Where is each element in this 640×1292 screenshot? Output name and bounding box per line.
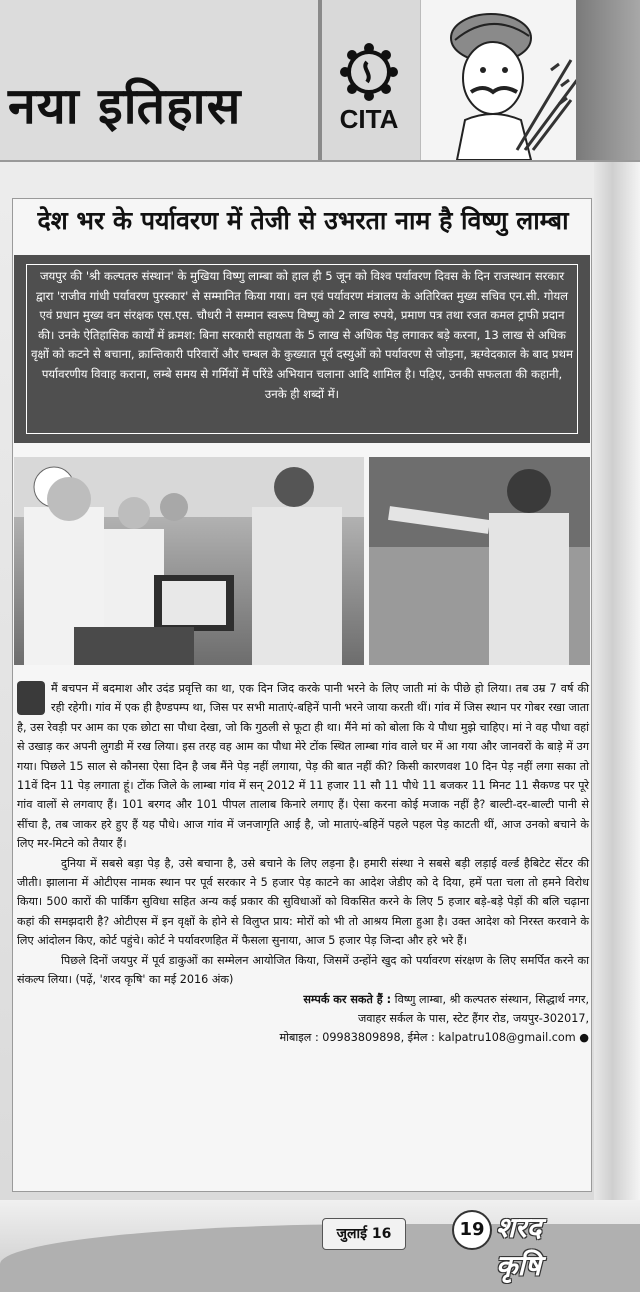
riverside-photo [369,457,590,665]
article-paragraph-1: मैं बचपन में बदमाश और उदंड प्रवृत्ति का था, एक दिन जिद करके पानी भरने के लिए जाती मां के पीछे हो लिया। तब उम्र 7 वर्ष की रही रहेगी। गांव में एक ही हैण्डपम्प था, जिस पर सभी माताएं-बहिनें पानी भरने जाया करती थीं। गांव में जिस स्थान पर गोबर रखा जाता है, उस रेवड़ी पर आम का एक छोटा सा पौधा देखा, जो कि गुठली से फूटा ही था। मैंने मां को बोला कि ये पौधा मुझे चाहिए। मां ने वह पौधा वहां से उखाड़ कर अपनी लुगडी में रख लिया। इस तरह वह आम का पौधा मेरे टोंक स्थित लाम्बा गांव वाले घर में आ गया और जानवरों के बाड़े में उग गया। पिछले 15 साल से कौनसा ऐसा दिन है जब मैंने पेड़ नहीं लगाया, पेड़ की बात नहीं की? किसी कारणवश 10 दिन पेड़ नहीं लगा सका तो 11वें दिन 11 पेड़ लगाता हूं। टोंक जिले के लाम्बा गांव में सन् 2012 में 11 हजार 11 सौ 11 पौधे 11 बजकर 11 मिनट 11 सैकण्ड पर पूरे गांव वालों से लगवाए हैं। 101 बरगद और 101 पीपल तालाब किनारे लगाए हैं। ऐसा करना कोई मजाक नहीं है? बाल्टी-दर-बाल्टी पानी से सींचा है, तब जाकर हरे हुए हैं यह पौधे। आज गांव में जनजागृति आई है, जो माताएं-बहिनें पहले पहल पेड़ काटती थीं, आज उनको बचाने के लिए मर-मिटने को तैयार हैं। [17,682,589,851]
page-number: 19 [452,1210,492,1250]
riverside-photo-illustration [369,457,590,665]
section-title: नया इतिहास [8,77,242,135]
contact-line-1: विष्णु लाम्बा, श्री कल्पतरु संस्थान, सिद्धार्थ नगर, [394,992,589,1006]
logo-text: CITA [339,104,399,134]
contact-label: सम्पर्क कर सकते हैं : [303,992,392,1006]
magazine-name: शरद कृषि [496,1211,542,1282]
contact-line-2: जवाहर सर्कल के पास, स्टेट हैंगर रोड, जयपुर-302017, [357,1011,589,1025]
article-paragraph-2: दुनिया में सबसे बड़ा पेड़ है, उसे बचाना है, उसे बचाने के लिए लड़ना है। हमारी संस्था ने सबसे बड़ी लड़ाई वर्ल्ड हैबिटेट सेंटर की जीती। झालाना में ओटीएस नामक स्थान पर पूर्व सरकार ने 5 हजार पेड़ काटने का आदेश जेडीए को दे दिया, हमें पता चला तो हमने विरोध किया। 500 कारों की पार्किंग सुविधा सहित अन्य कई प्रकार की सुविधाओं को विकसित करने के लिए 5 हजार बड़े-बड़े पेड़ों की बलि चढ़ाना कहां की समझदारी है? ओटीएस में इन वृक्षों के होने से विलुप्त प्राय: मोरों को भी तो आश्रय मिला हुआ है। उक्त आदेश को निरस्त करवाने के लिए आंदोलन किए, कोर्ट पहुंचे। कोर्ट ने पर्यावरणहित में फैसला सुनाया, आज 5 हजार पेड़ जिन्दा और हरे भरे हैं। [17,856,589,948]
article-paragraph-3: पिछले दिनों जयपुर में पूर्व डाकुओं का सम्मेलन आयोजित किया, जिसमें उन्होंने खुद को पर्यावरण संरक्षण के लिए समर्पित करने का संकल्प लिया। (पढ़ें, 'शरद कृषि' का मई 2016 अंक) [17,953,589,987]
issue-badge: जुलाई 16 [322,1218,406,1250]
header-title-area [0,0,318,160]
award-ceremony-photo [14,457,364,665]
contact-block [17,990,589,1048]
page-footer [0,1200,640,1292]
article-body [17,679,589,1048]
article-panel [12,198,592,1192]
award-photo-illustration [14,457,364,665]
cita-logo-icon [337,40,401,104]
article-summary-box [14,255,590,443]
farmer-icon [421,0,577,160]
farmer-mascot-illustration [420,0,576,160]
decorative-stripe [594,160,640,1200]
contact-line-3: मोबाइल : 09983809898, ईमेल : kalpatru108@gmail.com ● [279,1031,589,1045]
wheat-icon [17,681,45,715]
page-header [0,0,640,162]
cita-logo [324,40,414,158]
article-summary: जयपुर की 'श्री कल्पतरु संस्थान' के मुखिया विष्णु लाम्बा को हाल ही 5 जून को विश्व पर्यावरण दिवस के दिन राजस्थान सरकार द्वारा 'राजीव गांधी पर्यावरण पुरस्कार' से सम्मानित किया गया। वन एवं पर्यावरण मंत्रालय के अतिरिक्त मुख्य सचिव एन.सी. गोयल एवं प्रधान मुख्य वन संरक्षक एस.एस. चौधरी ने सम्मान स्वरूप विष्णु को 2 लाख रुपये, प्रमाण पत्र तथा रजत कमल ट्राफी प्रदान की। उनके ऐतिहासिक कार्यों में क्रमश: बिना सरकारी सहायता के 5 लाख से अधिक पेड़ लगाकर बड़े करना, 13 लाख से अधिक वृक्षों को कटने से बचाना, क्रान्तिकारी परिवारों और चम्बल के कुख्यात पूर्व दस्युओं को पर्यावरण से जोड़ना, ऋग्वेदकाल के बाद प्रथम पर्यावरणीय विवाह कराना, लम्बे समय से गर्मियों में परिंडे अभियान चलाना आदि शामिल है। पढ़िए, उनकी सफलता की कहानी, उनके ही शब्दों में। [26,264,578,434]
header-side-panel [576,0,640,160]
header-divider [318,0,322,160]
article-headline: देश भर के पर्यावरण में तेजी से उभरता नाम है विष्णु लाम्बा [37,206,569,235]
